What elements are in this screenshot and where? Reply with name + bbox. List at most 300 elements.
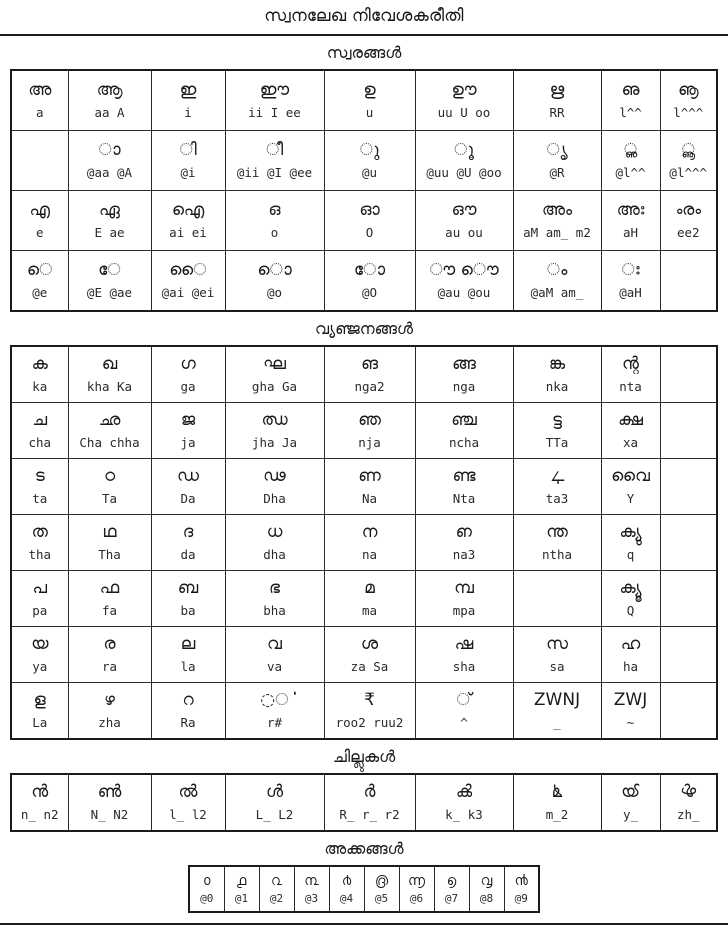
char-cell — [225, 683, 324, 740]
latin-transliteration: sa — [549, 659, 565, 675]
malayalam-glyph: ള — [33, 690, 46, 711]
char-cell — [225, 515, 324, 571]
table-row — [11, 774, 717, 831]
malayalam-glyph: ഺ — [549, 466, 565, 487]
latin-transliteration: @9 — [514, 892, 528, 906]
consonants-table — [10, 345, 718, 740]
latin-transliteration: na3 — [452, 547, 476, 563]
char-cell — [601, 459, 660, 515]
malayalam-glyph: ൯ — [514, 872, 528, 889]
latin-transliteration: da — [180, 547, 196, 563]
malayalam-glyph: ◌ാ — [98, 140, 121, 161]
vowels-table — [10, 69, 718, 312]
latin-transliteration: @aM am_ — [530, 285, 584, 301]
latin-transliteration: tha — [28, 547, 52, 563]
malayalam-glyph: അ — [28, 80, 52, 101]
char-cell — [151, 346, 225, 403]
malayalam-glyph: ൨ — [271, 872, 282, 889]
char-cell — [11, 70, 68, 131]
malayalam-glyph: ഖ — [101, 354, 118, 375]
latin-transliteration: za Sa — [350, 659, 389, 675]
malayalam-glyph: ണ്ട — [452, 466, 476, 487]
char-cell — [11, 683, 68, 740]
malayalam-glyph: ൬ — [408, 872, 425, 889]
char-cell — [513, 251, 601, 312]
char-cell — [68, 459, 151, 515]
latin-transliteration: uu U oo — [437, 105, 491, 121]
malayalam-glyph: ₹ — [364, 690, 375, 711]
char-cell — [660, 70, 717, 131]
latin-transliteration: ba — [180, 603, 196, 619]
char-cell — [225, 571, 324, 627]
latin-transliteration: nka — [545, 379, 569, 395]
malayalam-glyph: ◌ോ — [353, 260, 386, 281]
malayalam-glyph: വ — [267, 634, 282, 655]
malayalam-glyph: ട — [34, 466, 45, 487]
latin-transliteration: Da — [180, 491, 196, 507]
latin-transliteration: ra — [101, 659, 118, 675]
char-cell — [601, 403, 660, 459]
latin-transliteration: ka — [32, 379, 48, 395]
malayalam-glyph: ൕ — [621, 782, 640, 803]
char-cell — [68, 346, 151, 403]
malayalam-glyph: ഡ — [177, 466, 199, 487]
table-row — [11, 515, 717, 571]
char-cell — [151, 515, 225, 571]
char-cell — [601, 627, 660, 683]
latin-transliteration: e — [35, 225, 44, 241]
char-cell — [324, 515, 415, 571]
latin-transliteration: m_2 — [545, 807, 569, 823]
table-row — [11, 191, 717, 251]
malayalam-glyph: ഭ — [269, 578, 280, 599]
malayalam-glyph: ൟ — [675, 200, 701, 221]
char-cell — [434, 866, 469, 912]
malayalam-glyph: ◌ൎ — [260, 690, 289, 711]
malayalam-glyph: ഒ — [268, 200, 281, 221]
char-cell — [364, 866, 399, 912]
latin-transliteration: zha — [98, 715, 121, 731]
malayalam-glyph: ധ — [266, 522, 283, 543]
char-cell — [415, 627, 513, 683]
malayalam-glyph: ൿ — [455, 782, 473, 803]
malayalam-glyph: അം — [541, 200, 573, 221]
latin-transliteration: nga2 — [354, 379, 385, 395]
latin-transliteration: y_ — [622, 807, 639, 823]
latin-transliteration: @8 — [479, 892, 494, 906]
malayalam-glyph: ◌് — [456, 690, 472, 711]
latin-transliteration: @O — [361, 285, 378, 301]
malayalam-glyph: ഐ — [171, 200, 205, 221]
malayalam-glyph: ഷ — [454, 634, 474, 655]
char-cell — [11, 346, 68, 403]
latin-transliteration: fa — [101, 603, 118, 619]
char-cell — [601, 515, 660, 571]
char-cell — [225, 627, 324, 683]
table-row — [11, 683, 717, 740]
latin-transliteration: gha Ga — [251, 379, 298, 395]
malayalam-glyph: ◌ൂ — [454, 140, 474, 161]
latin-transliteration: @0 — [200, 892, 214, 906]
latin-transliteration: Nta — [452, 491, 476, 507]
latin-transliteration: n_ n2 — [20, 807, 59, 823]
empty-cell — [660, 346, 717, 403]
latin-transliteration: @i — [180, 165, 196, 181]
table-row — [11, 627, 717, 683]
latin-transliteration: Dha — [263, 491, 286, 507]
section-heading-vowels: സ്വരങ്ങൾ — [326, 43, 402, 62]
char-cell — [660, 191, 717, 251]
char-cell — [513, 346, 601, 403]
latin-transliteration: TTa — [545, 435, 569, 451]
empty-cell — [660, 459, 717, 515]
malayalam-glyph: ഞ — [358, 410, 381, 431]
empty-cell — [660, 515, 717, 571]
char-cell — [11, 627, 68, 683]
malayalam-glyph: ണ — [358, 466, 381, 487]
table-row — [11, 346, 717, 403]
malayalam-glyph: ല — [180, 634, 196, 655]
latin-transliteration: sha — [452, 659, 476, 675]
latin-transliteration: @2 — [269, 892, 284, 906]
char-cell — [513, 515, 601, 571]
latin-transliteration: dha — [263, 547, 286, 563]
malayalam-glyph: ൺ — [97, 782, 122, 803]
latin-transliteration: mpa — [452, 603, 476, 619]
char-cell — [151, 131, 225, 191]
char-cell — [324, 191, 415, 251]
malayalam-glyph: ◌ീ — [265, 140, 284, 161]
malayalam-glyph: ഗ — [180, 354, 196, 375]
malayalam-glyph: ക്യു — [619, 522, 642, 543]
char-cell — [415, 403, 513, 459]
char-cell — [151, 403, 225, 459]
malayalam-glyph: അഃ — [616, 200, 645, 221]
char-cell — [415, 131, 513, 191]
latin-transliteration: l^^^ — [673, 105, 704, 121]
latin-transliteration: ncha — [448, 435, 480, 451]
latin-transliteration: ta3 — [545, 491, 569, 507]
latin-transliteration: ma — [361, 603, 378, 619]
latin-transliteration: pa — [32, 603, 48, 619]
malayalam-glyph: ക്ഷ — [618, 410, 643, 431]
char-cell — [469, 866, 504, 912]
char-cell — [225, 70, 324, 131]
latin-transliteration: E ae — [94, 225, 125, 241]
char-cell — [151, 70, 225, 131]
char-cell — [601, 683, 660, 740]
latin-transliteration: u — [365, 105, 374, 121]
malayalam-glyph: ഋ — [549, 80, 565, 101]
latin-transliteration: ^ — [460, 715, 468, 731]
malayalam-glyph: ശ — [360, 634, 379, 655]
char-cell — [225, 774, 324, 831]
char-cell — [513, 627, 601, 683]
table-row — [11, 571, 717, 627]
latin-transliteration: ii I ee — [248, 105, 301, 121]
latin-transliteration: nja — [358, 435, 381, 451]
malayalam-glyph: ൭ — [446, 872, 457, 889]
malayalam-glyph: ◌ൢ — [623, 140, 638, 161]
latin-transliteration: zh_ — [676, 807, 700, 823]
latin-transliteration: @E @ae — [86, 285, 133, 301]
latin-transliteration: @6 — [409, 892, 424, 906]
malayalam-glyph: ◌ൣ — [681, 140, 696, 161]
malayalam-glyph: ൦ — [203, 872, 211, 889]
char-cell — [513, 683, 601, 740]
char-cell — [68, 251, 151, 312]
malayalam-glyph: ആ — [96, 80, 123, 101]
char-cell — [68, 515, 151, 571]
latin-transliteration: jha Ja — [251, 435, 298, 451]
latin-transliteration: a — [35, 105, 44, 121]
latin-transliteration: Y — [626, 491, 635, 507]
char-cell — [324, 683, 415, 740]
char-cell — [415, 459, 513, 515]
latin-transliteration: _ — [553, 715, 561, 731]
char-cell — [224, 866, 259, 912]
latin-transliteration: k_ k3 — [445, 807, 483, 823]
latin-transliteration: l^^ — [619, 105, 642, 121]
malayalam-glyph: റ — [182, 690, 194, 711]
latin-transliteration: @aH — [619, 285, 642, 301]
latin-transliteration: ~ — [626, 715, 635, 731]
malayalam-glyph: ക്യൂ — [619, 578, 642, 599]
malayalam-glyph: ബ — [177, 578, 199, 599]
title-divider — [0, 34, 728, 36]
malayalam-glyph: സ — [546, 634, 568, 655]
table-row — [11, 70, 717, 131]
char-cell — [415, 251, 513, 312]
malayalam-glyph: ◌ൊ — [257, 260, 292, 281]
latin-transliteration: @au @ou — [437, 285, 491, 301]
latin-transliteration: @ii @I @ee — [236, 165, 313, 181]
malayalam-glyph: ങ്ക — [548, 354, 566, 375]
latin-transliteration: La — [32, 715, 48, 731]
section-heading-chillus: ചില്ലുകൾ — [332, 747, 396, 766]
latin-transliteration: @o — [266, 285, 283, 301]
latin-transliteration: @4 — [339, 892, 354, 906]
char-cell — [68, 627, 151, 683]
char-cell — [513, 70, 601, 131]
malayalam-glyph: യ — [31, 634, 49, 655]
char-cell — [68, 571, 151, 627]
section-heading-consonants: വ്യഞ്ജനങ്ങൾ — [315, 319, 413, 338]
char-cell — [259, 866, 294, 912]
char-cell — [601, 571, 660, 627]
malayalam-glyph: ◌ൈ — [169, 260, 207, 281]
bottom-divider — [0, 923, 728, 925]
char-cell — [660, 131, 717, 191]
malayalam-glyph: ◌ൃ — [546, 140, 568, 161]
char-cell — [11, 459, 68, 515]
char-cell — [225, 403, 324, 459]
latin-transliteration: aa A — [94, 105, 125, 121]
malayalam-glyph: എ — [29, 200, 50, 221]
char-cell — [513, 191, 601, 251]
char-cell — [415, 191, 513, 251]
char-cell — [68, 191, 151, 251]
malayalam-glyph: ൡ — [677, 80, 699, 101]
char-cell — [324, 131, 415, 191]
malayalam-glyph: ക — [31, 354, 48, 375]
malayalam-glyph: ZWJ — [613, 690, 648, 711]
latin-transliteration: R_ r_ r2 — [339, 807, 400, 823]
char-cell — [11, 191, 68, 251]
latin-transliteration: ga — [180, 379, 196, 395]
latin-transliteration: aM am_ m2 — [523, 225, 591, 241]
latin-transliteration: aH — [622, 225, 639, 241]
char-cell — [151, 571, 225, 627]
malayalam-glyph: ഹ — [620, 634, 641, 655]
table-row — [189, 866, 539, 912]
char-cell — [68, 70, 151, 131]
table-row — [11, 459, 717, 515]
latin-transliteration: au ou — [445, 225, 483, 241]
malayalam-glyph: ഴ — [104, 690, 115, 711]
malayalam-glyph: ൽ — [178, 782, 198, 803]
malayalam-glyph: ഥ — [102, 522, 117, 543]
empty-cell — [11, 131, 68, 191]
table-row — [11, 251, 717, 312]
latin-transliteration: ya — [32, 659, 48, 675]
char-cell — [329, 866, 364, 912]
char-cell — [324, 251, 415, 312]
malayalam-glyph: ഢ — [263, 466, 286, 487]
char-cell — [324, 403, 415, 459]
table-row — [11, 131, 717, 191]
malayalam-glyph: ൻ — [31, 782, 49, 803]
latin-transliteration: Ta — [101, 491, 118, 507]
char-cell — [324, 627, 415, 683]
malayalam-glyph: ത — [31, 522, 48, 543]
char-cell — [601, 191, 660, 251]
latin-transliteration: @R — [549, 165, 565, 181]
malayalam-glyph: ◌ി — [179, 140, 197, 161]
char-cell — [151, 774, 225, 831]
malayalam-glyph: മ — [364, 578, 375, 599]
char-cell — [660, 774, 717, 831]
malayalam-glyph: ഈ — [259, 80, 290, 101]
latin-transliteration: va — [266, 659, 283, 675]
char-cell — [68, 774, 151, 831]
malayalam-glyph: ഉ — [363, 80, 376, 101]
char-cell — [513, 131, 601, 191]
char-cell — [151, 459, 225, 515]
malayalam-glyph: ◌േ — [98, 260, 121, 281]
char-cell — [225, 251, 324, 312]
latin-transliteration: ai ei — [169, 225, 207, 241]
malayalam-glyph: ഞ്ച — [451, 410, 477, 431]
latin-transliteration: ha — [622, 659, 639, 675]
malayalam-glyph: ങ്ങ — [452, 354, 476, 375]
char-cell — [151, 627, 225, 683]
malayalam-glyph: പ — [32, 578, 48, 599]
char-cell — [151, 191, 225, 251]
latin-transliteration: Cha chha — [79, 435, 140, 451]
latin-transliteration: ntha — [541, 547, 573, 563]
empty-cell — [660, 571, 717, 627]
char-cell — [11, 571, 68, 627]
malayalam-glyph: ട്ട — [552, 410, 562, 431]
malayalam-glyph: ◌ു — [359, 140, 380, 161]
char-cell — [415, 346, 513, 403]
latin-transliteration: Tha — [98, 547, 121, 563]
malayalam-glyph: മ്പ — [454, 578, 474, 599]
latin-transliteration: cha — [28, 435, 52, 451]
latin-transliteration: @3 — [304, 892, 319, 906]
latin-transliteration: ee2 — [676, 225, 700, 241]
latin-transliteration: ja — [180, 435, 196, 451]
char-cell — [225, 191, 324, 251]
malayalam-glyph: ഏ — [99, 200, 120, 221]
malayalam-glyph: ന്ത — [546, 522, 568, 543]
latin-transliteration: nga — [452, 379, 476, 395]
malayalam-glyph: ച — [32, 410, 48, 431]
char-cell — [11, 403, 68, 459]
digits-table — [188, 865, 540, 913]
latin-transliteration: @aa @A — [86, 165, 133, 181]
latin-transliteration: @5 — [374, 892, 389, 906]
latin-transliteration: la — [180, 659, 196, 675]
latin-transliteration: l_ l2 — [169, 807, 207, 823]
latin-transliteration: @u — [361, 165, 378, 181]
malayalam-glyph: ഌ — [621, 80, 640, 101]
malayalam-glyph: ◌ഃ — [621, 260, 640, 281]
char-cell — [399, 866, 434, 912]
empty-cell — [660, 627, 717, 683]
char-cell — [151, 251, 225, 312]
malayalam-glyph: ◌ം — [546, 260, 568, 281]
char-cell — [225, 131, 324, 191]
latin-transliteration: N_ N2 — [90, 807, 129, 823]
char-cell — [68, 403, 151, 459]
section-heading-digits: അക്കങ്ങൾ — [324, 839, 404, 858]
char-cell — [151, 683, 225, 740]
empty-cell — [513, 571, 601, 627]
char-cell — [415, 515, 513, 571]
latin-transliteration: o — [270, 225, 279, 241]
char-cell — [415, 571, 513, 627]
malayalam-glyph: ന്റ — [622, 354, 639, 375]
char-cell — [504, 866, 539, 912]
malayalam-glyph: ZWNJ — [533, 690, 581, 711]
char-cell — [294, 866, 329, 912]
malayalam-glyph: ജ — [180, 410, 196, 431]
latin-transliteration: i — [184, 105, 192, 121]
char-cell — [11, 774, 68, 831]
page-title: സ്വനലേഖ നിവേശകരീതി — [264, 6, 464, 26]
latin-transliteration: ta — [32, 491, 48, 507]
latin-transliteration: @ai @ei — [161, 285, 215, 301]
malayalam-glyph: ഛ — [98, 410, 121, 431]
malayalam-glyph: ഠ — [103, 466, 116, 487]
char-cell — [324, 459, 415, 515]
malayalam-glyph: ഩ — [456, 522, 472, 543]
latin-transliteration: r# — [266, 715, 283, 731]
malayalam-glyph: ന — [361, 522, 378, 543]
latin-transliteration: nta — [619, 379, 642, 395]
empty-cell — [660, 251, 717, 312]
malayalam-glyph: ദ — [182, 522, 194, 543]
char-cell — [324, 774, 415, 831]
char-cell — [324, 346, 415, 403]
char-cell — [601, 131, 660, 191]
char-cell — [601, 774, 660, 831]
malayalam-glyph: ൖ — [680, 782, 697, 803]
malayalam-glyph: ൫ — [374, 872, 389, 889]
latin-transliteration: Ra — [180, 715, 196, 731]
